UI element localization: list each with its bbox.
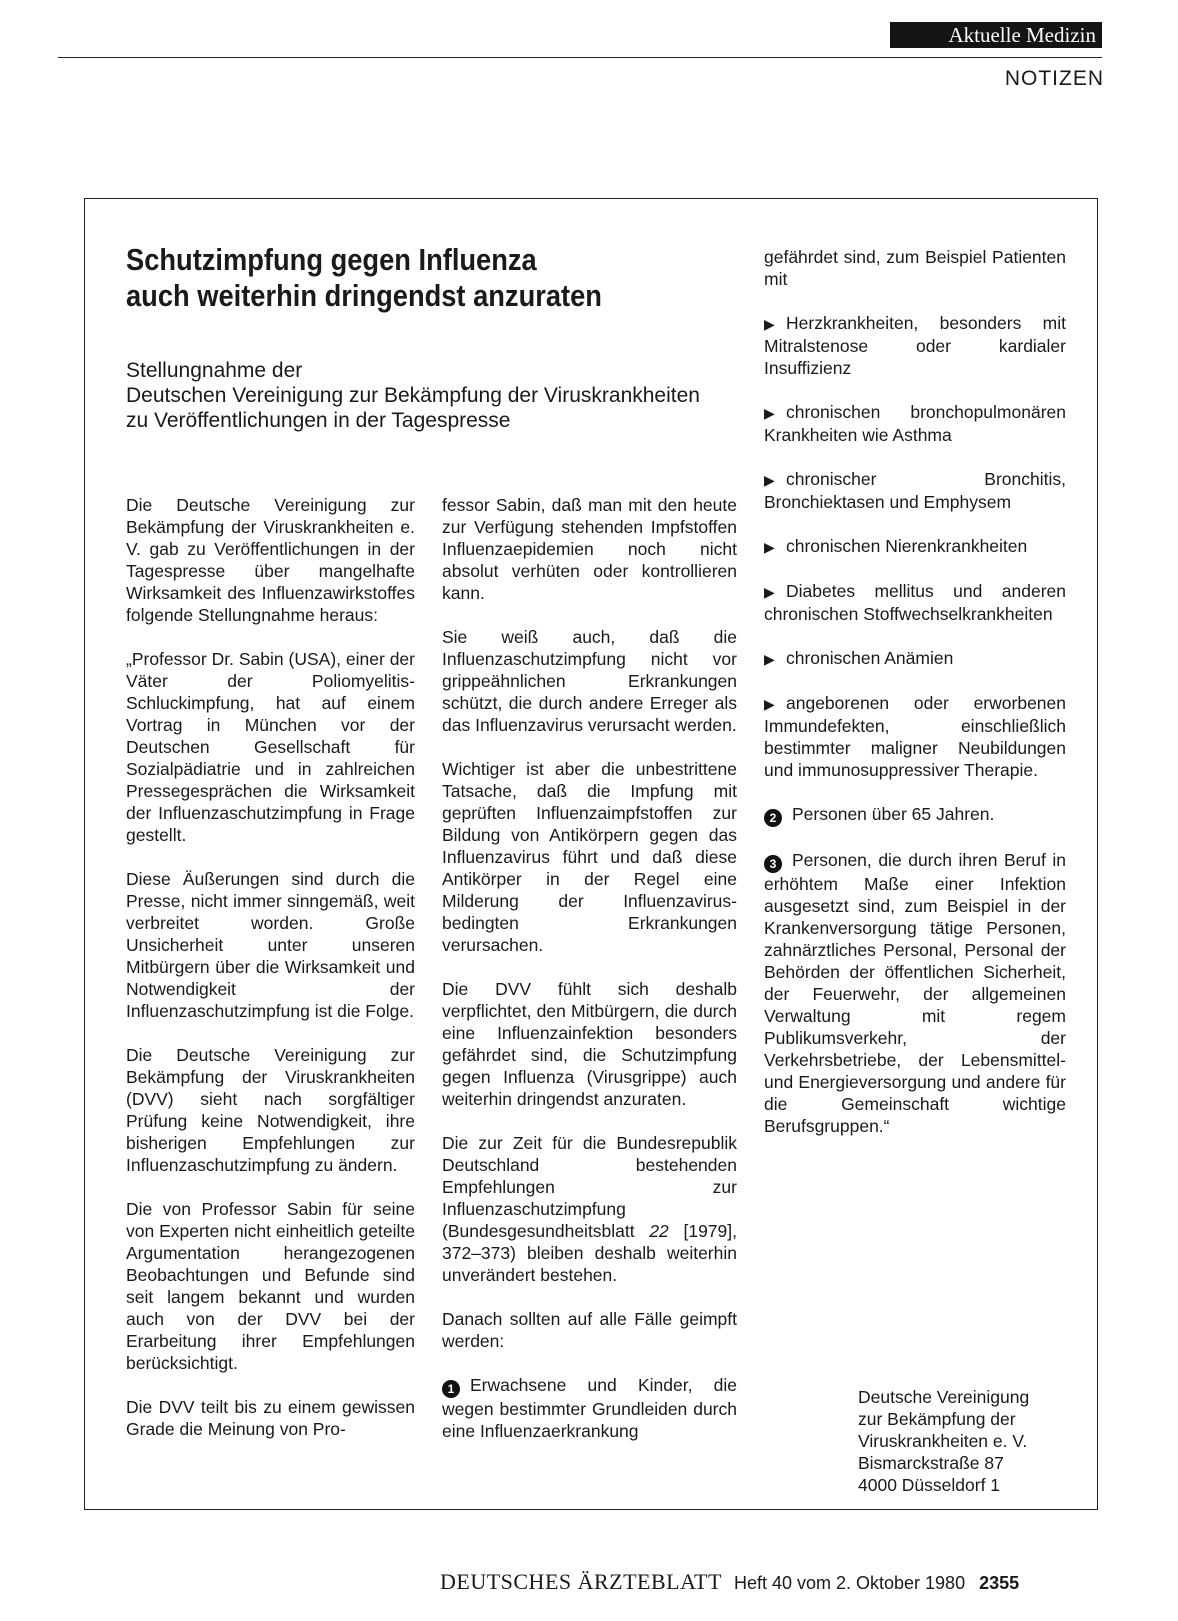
page-number: 2355 [979, 1573, 1020, 1593]
bullet-text: chronischen Anämien [786, 648, 954, 668]
bullet-text: chronischen bronchopulmonären Krankheiten wie Asthma [764, 402, 1066, 445]
text-column-1 [126, 494, 415, 1462]
address-line: Deutsche Vereinigung [858, 1387, 1030, 1407]
paragraph: Diese Äußerungen sind durch die Presse, nicht immer sinngemäß, weit verbreitet worden. Große Unsicherheit unter unseren Mitbürgern über die Wirksamkeit und Notwendigkeit der Influenzaschutzimpfung ist die Folge. [126, 869, 415, 1021]
bullet-item [764, 580, 1066, 625]
paragraph: Die Deutsche Vereinigung zur Bekämpfung der Viruskrankheiten (DVV) sieht nach sorgfältiger Prüfung keine Notwendigkeit, ihre bisherigen Empfehlungen zur Influenzaschutzimpfung zu ändern. [126, 1045, 415, 1175]
bullet-arrow-icon: ▶ [764, 651, 775, 667]
header-rule [58, 57, 1102, 58]
article-title [126, 242, 654, 314]
numbered-item [764, 803, 1066, 827]
bullet-arrow-icon: ▶ [764, 584, 775, 600]
paragraph: Die DVV teilt bis zu einem gewissen Grade die Meinung von Pro- [126, 1397, 415, 1439]
subtitle-line: Stellungnahme der [126, 359, 303, 382]
paragraph: „Professor Dr. Sabin (USA), einer der Väter der Poliomyelitis-Schluckimpfung, hat auf einem Vortrag in München vor der Deutschen Gesellschaft für Sozialpädiatrie und in zahlreichen Pressegesprächen die Wirksamkeit der Influenzaschutzimpfung in Frage gestellt. [126, 649, 415, 845]
number-1-icon: 1 [442, 1380, 460, 1398]
bullet-text: chronischer Bronchitis, Bronchiektasen und Emphysem [764, 469, 1066, 512]
paragraph: fessor Sabin, daß man mit den heute zur Verfügung stehenden Impfstoffen Influenzaepidemien noch nicht absolut verhüten oder kontrollieren kann. [442, 495, 737, 603]
reference-text: [1979], 372–373) bleiben deshalb weiterhin unverändert bestehen. [442, 1221, 737, 1285]
header-label: NOTIZEN [1004, 67, 1104, 90]
numbered-item [764, 849, 1066, 1137]
numbered-item-text: Personen über 65 Jahren. [792, 804, 995, 824]
bullet-arrow-icon: ▶ [764, 539, 775, 555]
bullet-arrow-icon: ▶ [764, 696, 775, 712]
article-subtitle [126, 358, 766, 433]
numbered-item-text: Personen, die durch ihren Beruf in erhöhtem Maße einer Infektion ausgesetzt sind, zum Beispiel in der Krankenversorgung tätige Personen, zahnärztliches Personal, Personal der Behörden der öffentlichen Sicherheit, der Feuerwehr, der allgemeinen Verwaltung mit regem Publikumsverkehr, der Verkehrsbetriebe, der Lebensmittel- und Energieversorgung und andere für die Gemeinschaft wichtige Berufsgruppen.“ [764, 850, 1066, 1136]
bullet-text: chronischen Nierenkrankheiten [786, 536, 1028, 556]
journal-name: DEUTSCHES ÄRZTEBLATT [440, 1569, 722, 1594]
section-tag: Aktuelle Medizin [890, 22, 1102, 48]
bullet-item [764, 468, 1066, 513]
paragraph-reference [442, 1132, 737, 1286]
paragraph: gefährdet sind, zum Beispiel Patienten mit [764, 247, 1066, 289]
reference-volume: 22 [649, 1221, 669, 1241]
numbered-item-text: Erwachsene und Kinder, die wegen bestimmter Grundleiden durch eine Influenzaerkrankung [442, 1375, 737, 1441]
address-line: Bismarckstraße 87 [858, 1453, 1004, 1473]
page-footer [440, 1569, 1019, 1595]
author-address [858, 1386, 1029, 1496]
issue-info: Heft 40 vom 2. Oktober 1980 [733, 1573, 966, 1593]
number-2-icon: 2 [764, 809, 782, 827]
bullet-item [764, 401, 1066, 446]
bullet-arrow-icon: ▶ [764, 316, 775, 332]
bullet-item [764, 692, 1066, 781]
bullet-item [764, 312, 1066, 379]
subtitle-line: Deutschen Vereinigung zur Bekämpfung der Viruskrankheiten [126, 384, 700, 407]
bullet-text: Diabetes mellitus und anderen chronischen Stoffwechselkrankheiten [764, 581, 1066, 624]
bullet-arrow-icon: ▶ [764, 472, 775, 488]
text-column-3 [764, 246, 1066, 1159]
reference-text: Die zur Zeit für die Bundesrepublik Deutschland bestehenden Empfehlungen zur Influenzaschutzimpfung (Bundesgesundheitsblatt [442, 1133, 737, 1241]
address-line: Viruskrankheiten e. V. [858, 1431, 1028, 1451]
bullet-item [764, 535, 1066, 558]
paragraph: Die Deutsche Vereinigung zur Bekämpfung der Viruskrankheiten e. V. gab zu Veröffentlichungen in der Tagespresse über mangelhafte Wirksamkeit des Influenzawirkstoffes folgende Stellungnahme heraus: [126, 495, 415, 625]
number-3-icon: 3 [764, 855, 782, 873]
title-line: Schutzimpfung gegen Influenza [126, 242, 537, 277]
bullet-text: angeborenen oder erworbenen Immundefekten, einschließlich bestimmter maligner Neubildungen und immunosuppressiver Therapie. [764, 693, 1066, 780]
address-line: zur Bekämpfung der [858, 1409, 1016, 1429]
title-line: auch weiterhin dringendst anzuraten [126, 278, 602, 313]
paragraph: Sie weiß auch, daß die Influenzaschutzimpfung nicht vor grippeähnlichen Erkrankungen schützt, die durch andere Erreger als das Influenzavirus verursacht werden. [442, 627, 737, 735]
paragraph: Danach sollten auf alle Fälle geimpft werden: [442, 1309, 737, 1351]
paragraph: Die DVV fühlt sich deshalb verpflichtet, den Mitbürgern, die durch eine Influenzainfektion besonders gefährdet sind, die Schutzimpfung gegen Influenza (Virusgrippe) auch weiterhin dringendst anzuraten. [442, 979, 737, 1109]
numbered-item [442, 1374, 737, 1442]
text-column-2 [442, 494, 737, 1464]
bullet-text: Herzkrankheiten, besonders mit Mitralstenose oder kardialer Insuffizienz [764, 313, 1066, 378]
bullet-item [764, 647, 1066, 670]
paragraph: Die von Professor Sabin für seine von Experten nicht einheitlich geteilte Argumentation herangezogenen Beobachtungen und Befunde sind seit langem bekannt und wurden auch von der DVV bei der Erarbeitung ihrer Empfehlungen berücksichtigt. [126, 1199, 415, 1373]
bullet-arrow-icon: ▶ [764, 405, 775, 421]
address-line: 4000 Düsseldorf 1 [858, 1475, 1001, 1495]
paragraph: Wichtiger ist aber die unbestrittene Tatsache, daß die Impfung mit geprüften Influenzaimpfstoffen zur Bildung von Antikörpern gegen das Influenzavirus führt und daß diese Antikörper in der Regel eine Milderung der Influenzavirus-bedingten Erkrankungen verursachen. [442, 759, 737, 955]
subtitle-line: zu Veröffentlichungen in der Tagespresse [126, 409, 511, 432]
